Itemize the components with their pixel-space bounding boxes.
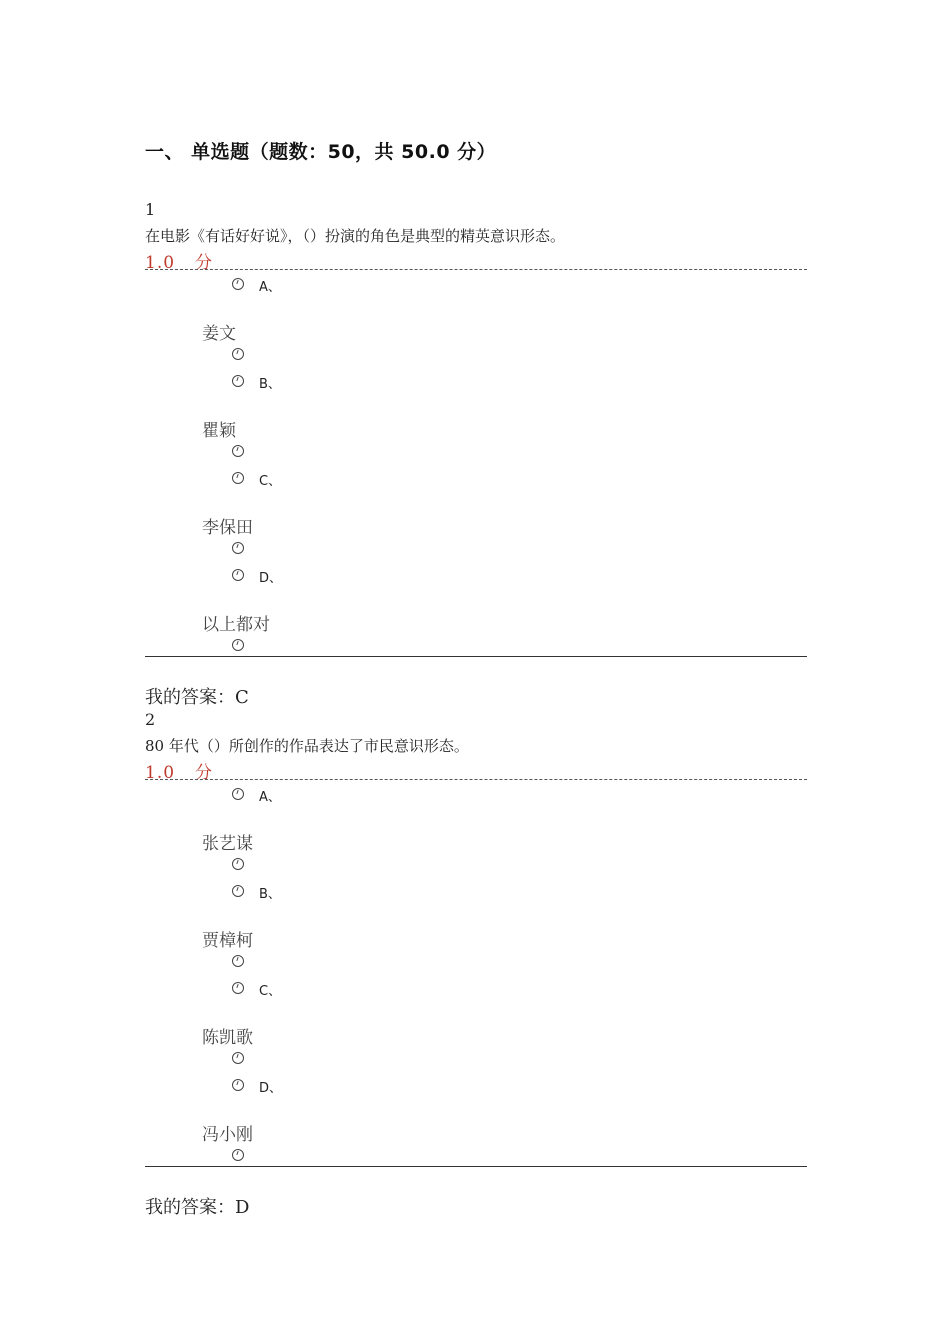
option-c-text: 陈凯歌	[202, 1028, 253, 1048]
option-b-radio-secondary[interactable]	[232, 955, 244, 967]
dashed-divider	[145, 269, 807, 270]
option-b-letter: B、	[259, 377, 281, 392]
dashed-divider	[145, 779, 807, 780]
option-b-radio[interactable]	[232, 375, 244, 387]
option-b-radio[interactable]	[232, 885, 244, 897]
question-1	[145, 200, 807, 660]
option-d-radio[interactable]	[232, 569, 244, 581]
option-b-radio-secondary[interactable]	[232, 445, 244, 457]
section-title: 一、 单选题（题数：50，共 50.0 分）	[145, 141, 497, 163]
option-c-letter: C、	[259, 984, 282, 999]
solid-divider	[145, 1166, 807, 1167]
option-c-radio[interactable]	[232, 472, 244, 484]
option-d-text: 冯小刚	[202, 1125, 253, 1145]
solid-divider	[145, 656, 807, 657]
option-a-radio-secondary[interactable]	[232, 348, 244, 360]
option-d-radio[interactable]	[232, 1079, 244, 1091]
question-text: 80 年代（）所创作的作品表达了市民意识形态。	[145, 737, 469, 755]
option-d-radio-secondary[interactable]	[232, 639, 244, 651]
option-d-letter: D、	[259, 1081, 283, 1096]
question-text: 在电影《有话好好说》，（）扮演的角色是典型的精英意识形态。	[145, 227, 566, 245]
option-d-radio-secondary[interactable]	[232, 1149, 244, 1161]
question-number: 1	[145, 200, 156, 219]
question-2	[145, 710, 807, 1170]
score-value: 1.0	[145, 763, 176, 783]
score-unit: 分	[195, 763, 214, 783]
my-answer-1: 我的答案：C	[145, 687, 249, 708]
option-b-letter: B、	[259, 887, 281, 902]
option-a-letter: A、	[259, 790, 281, 805]
option-a-radio[interactable]	[232, 788, 244, 800]
score-value: 1.0	[145, 253, 176, 273]
option-a-letter: A、	[259, 280, 281, 295]
option-c-radio-secondary[interactable]	[232, 542, 244, 554]
option-d-letter: D、	[259, 571, 283, 586]
option-a-text: 张艺谋	[202, 834, 253, 854]
option-d-text: 以上都对	[202, 615, 270, 635]
question-number: 2	[145, 710, 156, 729]
option-b-text: 瞿颖	[202, 421, 236, 441]
option-c-radio-secondary[interactable]	[232, 1052, 244, 1064]
option-a-radio-secondary[interactable]	[232, 858, 244, 870]
option-c-letter: C、	[259, 474, 282, 489]
option-a-radio[interactable]	[232, 278, 244, 290]
option-a-text: 姜文	[202, 324, 236, 344]
option-b-text: 贾樟柯	[202, 931, 253, 951]
my-answer-2: 我的答案：D	[145, 1197, 250, 1218]
option-c-text: 李保田	[202, 518, 253, 538]
option-c-radio[interactable]	[232, 982, 244, 994]
score-unit: 分	[195, 253, 214, 273]
